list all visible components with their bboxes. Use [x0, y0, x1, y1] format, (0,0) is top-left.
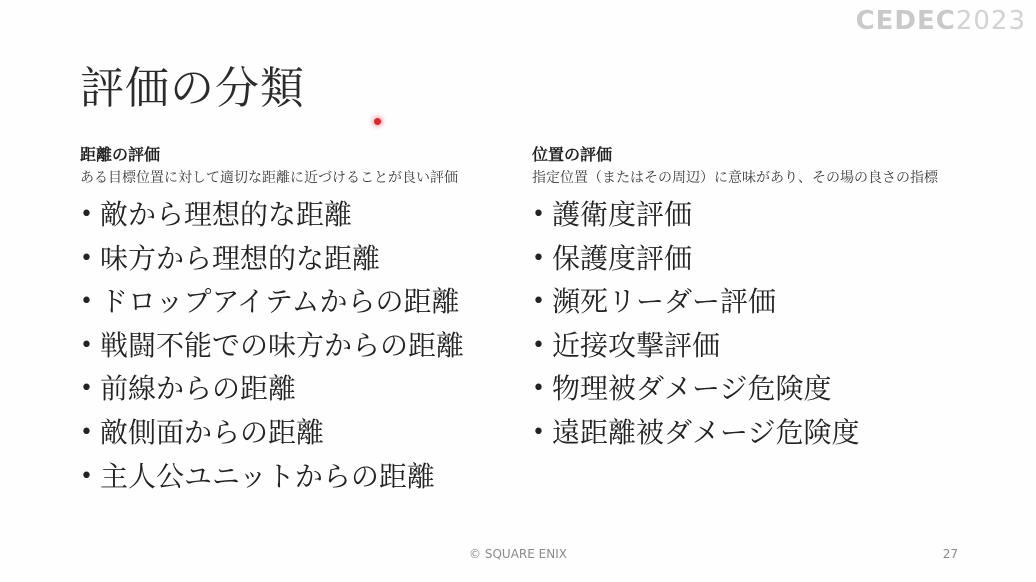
bullet-icon: • [532, 289, 545, 315]
list-item-text: 敵から理想的な距離 [100, 198, 353, 231]
list-item-text: 保護度評価 [552, 241, 693, 275]
column-heading: 位置の評価 [532, 145, 613, 164]
list-item [532, 324, 972, 368]
column-description: 指定位置（またはその周辺）に意味があり、その場の良さの指標 [532, 170, 938, 186]
list-item [80, 411, 500, 455]
logo-brand: CEDEC [855, 6, 956, 36]
bullet-icon: • [80, 463, 93, 489]
bullet-icon: • [80, 332, 93, 358]
laser-pointer-dot [374, 118, 381, 125]
list-item [80, 237, 500, 281]
list-item-text: 味方から理想的な距離 [100, 241, 381, 275]
list-item-text: 戦闘不能での味方からの距離 [100, 328, 465, 362]
bullet-icon: • [80, 245, 93, 271]
logo-year: 2023 [955, 6, 1026, 36]
bullet-list [80, 193, 500, 498]
bullet-icon: • [80, 419, 93, 445]
list-item-text: 瀕死リーダー評価 [552, 285, 777, 319]
list-item-text: 遠距離被ダメージ危険度 [552, 415, 860, 449]
list-item-text: ドロップアイテムからの距離 [100, 285, 460, 319]
list-item [80, 367, 500, 411]
list-item [80, 455, 500, 499]
column-description: ある目標位置に対して適切な距離に近づけることが良い評価 [80, 170, 458, 186]
bullet-list [532, 193, 972, 455]
list-item [532, 411, 972, 455]
copyright-footer: © SQUARE ENIX [469, 547, 567, 561]
distance-evaluation-column [80, 144, 500, 498]
slide-title: 評価の分類 [80, 63, 305, 114]
list-item-text: 近接攻撃評価 [552, 328, 721, 362]
bullet-icon: • [80, 202, 93, 227]
page-number: 27 [942, 547, 958, 561]
list-item [80, 324, 500, 368]
cedec-logo [856, 6, 1026, 36]
list-item [532, 280, 972, 324]
list-item-text: 主人公ユニットからの距離 [100, 459, 435, 493]
list-item [80, 280, 500, 324]
list-item [532, 237, 972, 281]
bullet-icon: • [80, 289, 93, 315]
list-item-text: 敵側面からの距離 [100, 415, 325, 449]
list-item-text: 前線からの距離 [100, 372, 297, 406]
column-heading: 距離の評価 [80, 145, 161, 164]
list-item-text: 物理被ダメージ危険度 [552, 372, 832, 406]
list-item [80, 193, 500, 237]
bullet-icon: • [80, 376, 93, 402]
bullet-icon: • [532, 376, 545, 402]
bullet-icon: • [532, 202, 545, 227]
list-item [532, 367, 972, 411]
bullet-icon: • [532, 332, 545, 358]
list-item-text: 護衛度評価 [552, 198, 693, 231]
bullet-icon: • [532, 245, 545, 271]
position-evaluation-column [532, 144, 972, 455]
list-item [532, 193, 972, 237]
bullet-icon: • [532, 419, 545, 445]
